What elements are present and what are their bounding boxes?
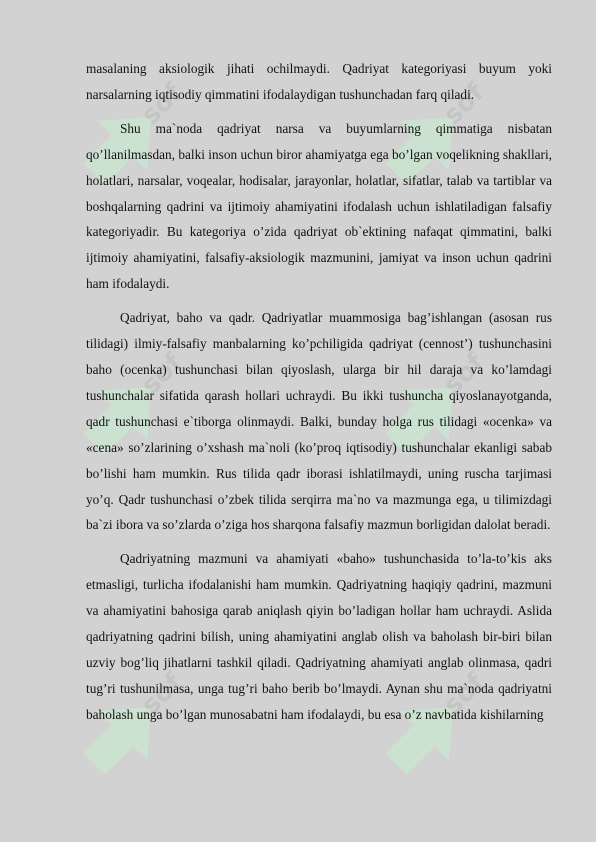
- paragraph-4: Qadriyatning mazmuni va ahamiyati «baho» tushunchasida to’la-to’kis aks etmasligi, turlicha ifodalanishi ham mumkin. Qadriyatning haqiqiy qadrini, mazmuni va ahamiyatini bahosiga qarab aniqlash qiyin bo’ladigan hollar ham uchraydi. Aslida qadriyatning qadrini bilish, uning ahamiyatini anglab olish va baholash bir-biri bilan uzviy bog’liq jihatlarni tashkil qiladi. Qadriyatning ahamiyati anglab olinmasa, qadri tug’ri tushunilmasa, unga tug’ri baho berib bo’lmaydi. Aynan shu ma`noda qadriyatni baholash unga bo’lgan munosabatni ham ifodalaydi, bu esa o’z navbatida kishilarning: [86, 551, 552, 722]
- watermark-text: sof: [437, 667, 491, 721]
- watermark-text: sof: [135, 667, 189, 721]
- watermark-text: sof: [135, 347, 189, 401]
- paragraph-2: Shu ma`noda qadriyat narsa va buyumlarning qimmatiga nisbatan qo’llanilmasdan, balki inson uchun biror ahamiyatga ega bo’lgan voqelikning shakllari, holatlari, narsalar, voqealar, hodisalar, jarayonlar, holatlar, sifatlar, talab va tartiblar va boshqalarning qadrini va ijtimoiy ahamiyatini ifodalash uchun ishlatiladigan falsafiy kategoriyadir. Bu kategoriya o’zida qadriyat ob`ektining nafaqat qimmatini, balki ijtimoiy ahamiyatini, falsafiy-aksiologik mazmunini, jamiyat va inson uchun qadrini ham ifodalaydi.: [86, 120, 552, 292]
- watermark-text: sof: [135, 77, 189, 131]
- paragraph-3: Qadriyat, baho va qadr. Qadriyatlar muammosiga bag’ishlangan (asosan rus tilidagi) ilmiy-falsafiy manbalarning ko’pchiligida qadriyat (cennost’) tushunchasini baho (ocenka) tushunchasi bilan qiyoslash, ularga bir hil daraja va ko’lamdagi tushunchalar sifatida qarash hollari uchraydi. Bu ikki tushuncha qiyoslanayotganda, qadr tushunchasi e`tiborga olinmaydi. Balki, bunday holga rus tilidagi «ocenka» va «cena» so’zlarining o’xshash ma`noli (ko’proq iqtisodiy) tushunchalar ekanligi sabab bo’lishi ham mumkin. Rus tilida qadr iborasi ishlatilmaydi, uning ruscha tarjimasi yo’q. Qadr tushunchasi o’zbek tilida serqirra ma`no va mazmunga ega, u tilimizdagi ba`zi ibora va so’zlarda o’ziga hos sharqona falsafiy mazmun borligidan dalolat beradi.: [86, 310, 552, 533]
- paragraph-1: masalaning aksiologik jihati ochilmaydi. Qadriyat kategoriyasi buyum yoki narsalarning iqtisodiy qimmatini ifodalaydigan tushunchadan farq qiladi.: [86, 61, 552, 102]
- document-body: [86, 56, 552, 736]
- watermark-text: sof: [437, 347, 491, 401]
- watermark-text: sof: [437, 77, 491, 131]
